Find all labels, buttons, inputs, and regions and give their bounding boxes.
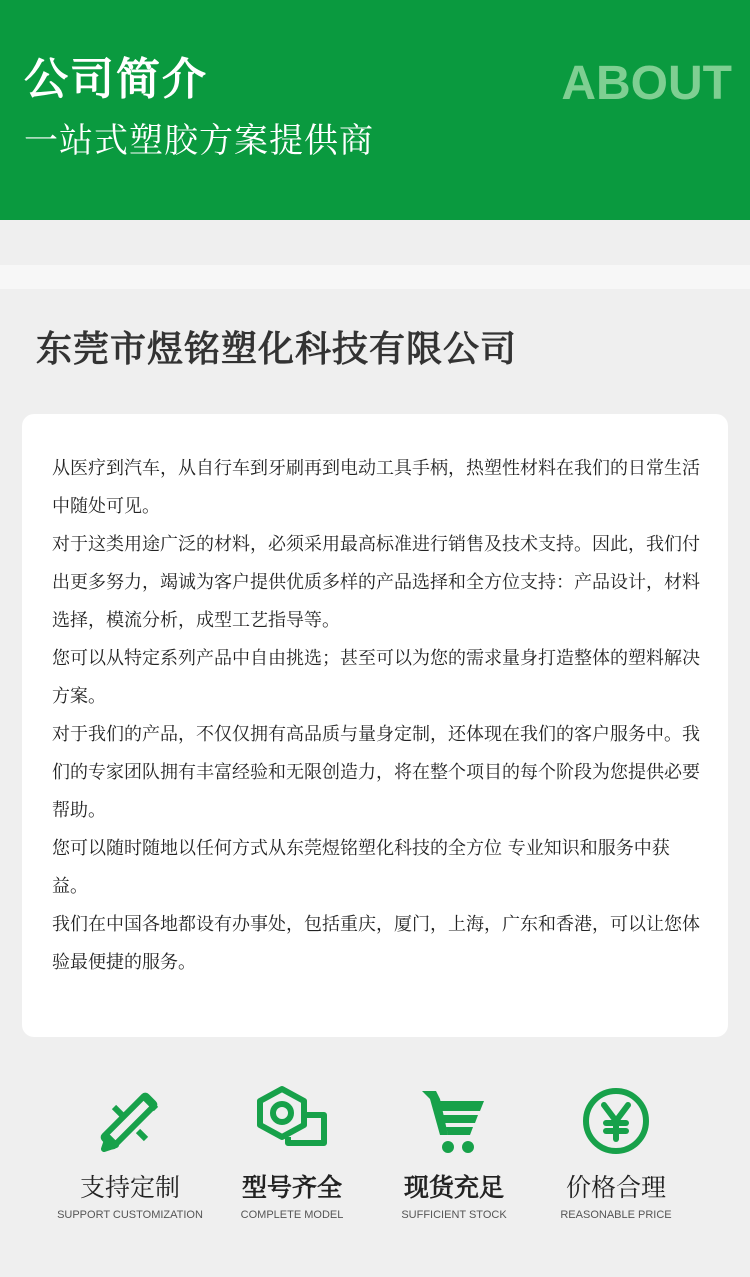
divider-band-light: [0, 265, 750, 289]
intro-paragraph: 对于这类用途广泛的材料，必须采用最高标准进行销售及技术支持。因此，我们付出更多努力，竭诚为客户提供优质多样的产品选择和全方位支持：产品设计，材料选择，模流分析，成型工艺指导等。: [52, 534, 700, 631]
intro-card: [22, 414, 728, 1037]
company-name: 东莞市煜铭塑化科技有限公司: [36, 329, 518, 370]
intro-paragraph: 从医疗到汽车，从自行车到牙刷再到电动工具手柄，热塑性材料在我们的日常生活中随处可见。: [52, 458, 700, 517]
feature-complete-model: [207, 1085, 377, 1223]
divider-band: [0, 220, 750, 265]
feature-title: 型号齐全: [241, 1173, 342, 1202]
pencil-ruler-icon: [45, 1085, 215, 1157]
shopping-cart-icon: [369, 1085, 539, 1157]
feature-subtitle: SUFFICIENT STOCK: [401, 1209, 507, 1221]
feature-reasonable-price: [531, 1085, 701, 1223]
feature-title: 支持定制: [79, 1173, 180, 1202]
feature-title: 现货充足: [403, 1173, 504, 1202]
hex-nut-icon: [207, 1085, 377, 1157]
feature-title: 价格合理: [565, 1173, 666, 1202]
feature-sufficient-stock: [369, 1085, 539, 1223]
hero-about-label: ABOUT: [561, 57, 732, 110]
hero-subtitle: 一站式塑胶方案提供商: [24, 121, 374, 161]
hero-title: 公司简介: [24, 54, 208, 105]
intro-paragraph: 您可以随时随地以任何方式从东莞煜铭塑化科技的全方位 专业知识和服务中获益。: [52, 838, 670, 897]
feature-subtitle: SUPPORT CUSTOMIZATION: [57, 1209, 203, 1221]
intro-text: [52, 450, 702, 982]
hero-banner: [0, 0, 750, 220]
feature-support-customization: [45, 1085, 215, 1223]
yen-coin-icon: [531, 1085, 701, 1157]
intro-paragraph: 对于我们的产品，不仅仅拥有高品质与量身定制，还体现在我们的客户服务中。我们的专家团队拥有丰富经验和无限创造力，将在整个项目的每个阶段为您提供必要帮助。: [52, 724, 700, 821]
feature-subtitle: REASONABLE PRICE: [560, 1209, 672, 1221]
feature-list: [0, 1085, 750, 1235]
feature-subtitle: COMPLETE MODEL: [240, 1209, 344, 1221]
intro-paragraph: 您可以从特定系列产品中自由挑选；甚至可以为您的需求量身打造整体的塑料解决方案。: [52, 648, 700, 707]
intro-paragraph: 我们在中国各地都设有办事处，包括重庆，厦门，上海，广东和香港，可以让您体验最便捷的服务。: [52, 914, 700, 973]
